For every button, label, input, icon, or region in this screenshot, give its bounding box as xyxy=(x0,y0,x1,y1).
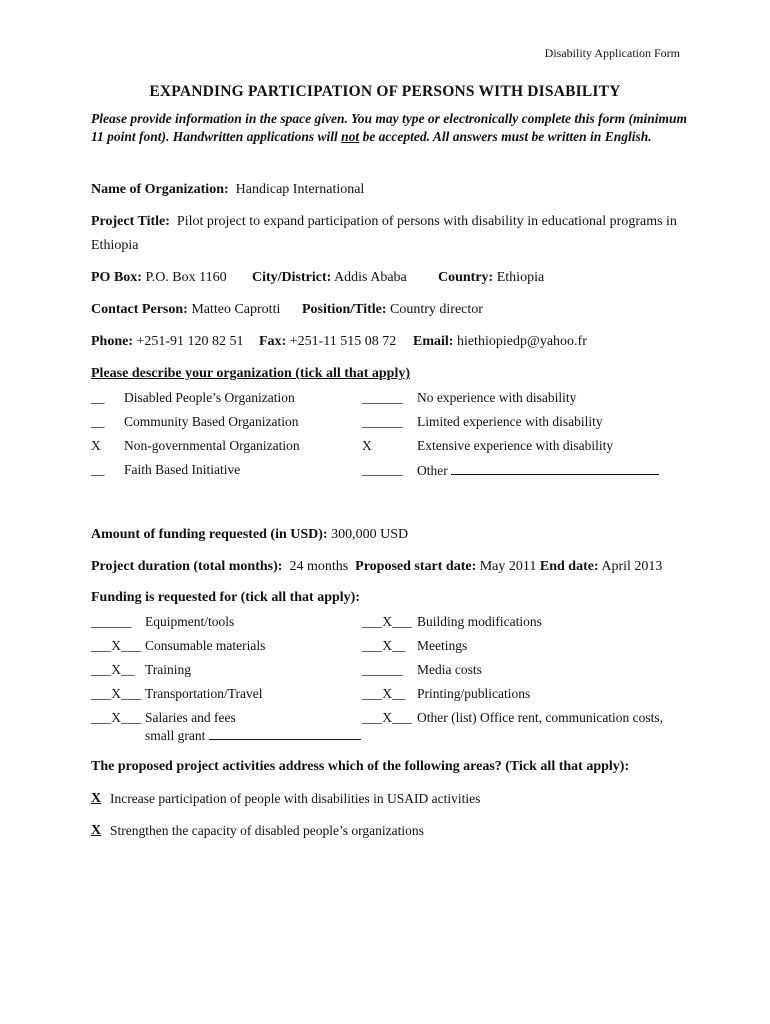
org-type-label: Non-governmental Organization xyxy=(124,438,300,453)
form-header: Disability Application Form xyxy=(544,46,680,60)
po-box-field xyxy=(91,270,227,286)
org-type-mark[interactable]: __ xyxy=(91,462,105,477)
org-type-mark[interactable]: X xyxy=(91,438,101,453)
experience-label: Extensive experience with disability xyxy=(417,438,614,453)
org-type-label: Faith Based Initiative xyxy=(124,462,241,477)
small-grant-row xyxy=(145,727,361,744)
position-value[interactable]: Country director xyxy=(390,302,483,317)
funding-item-label: Building modifications xyxy=(417,614,542,629)
experience-mark[interactable]: ______ xyxy=(362,414,403,429)
instructions-not: not xyxy=(341,129,360,144)
email-value[interactable]: hiethiopiedp@yahoo.fr xyxy=(456,334,587,349)
funding-item-label: Training xyxy=(145,662,192,677)
funding-item-mark[interactable]: ___X___ xyxy=(91,638,142,653)
funding-item-label: Salaries and fees xyxy=(145,710,236,725)
organization-value[interactable]: Handicap International xyxy=(235,182,365,197)
funding-amount-value[interactable]: 300,000 USD xyxy=(331,527,409,542)
org-type-label: Disabled People’s Organization xyxy=(124,390,295,405)
project-title-value[interactable]: Pilot project to expand participation of persons with disability in educational programs in xyxy=(176,214,677,229)
funding-item-label: Meetings xyxy=(417,638,468,653)
funding-item-label: Printing/publications xyxy=(417,686,531,701)
funding-item-mark[interactable]: ___X__ xyxy=(362,638,406,653)
city-value[interactable]: Addis Ababa xyxy=(334,270,407,285)
start-date-value[interactable]: May 2011 xyxy=(479,559,537,574)
po-box-value[interactable]: P.O. Box 1160 xyxy=(145,270,227,285)
country-field xyxy=(438,270,544,286)
experience-mark[interactable]: ______ xyxy=(362,390,403,405)
funding-item-mark[interactable]: ___X___ xyxy=(362,710,413,725)
area-mark[interactable]: X xyxy=(91,823,102,838)
experience-other-row xyxy=(417,462,659,479)
end-date-label: End date: xyxy=(539,559,599,574)
fax-field xyxy=(259,334,396,350)
funding-item-label: Media costs xyxy=(417,662,482,677)
start-date-label: Proposed start date: xyxy=(355,559,477,574)
experience-label: Other xyxy=(417,463,448,478)
contact-person-label: Contact Person: xyxy=(91,302,188,317)
project-title-label: Project Title: xyxy=(91,214,170,229)
funding-item-label: Transportation/Travel xyxy=(145,686,263,701)
po-box-label: PO Box: xyxy=(91,270,142,285)
position-field xyxy=(302,302,483,318)
city-label: City/District: xyxy=(252,270,332,285)
org-type-mark[interactable]: __ xyxy=(91,390,105,405)
describe-org-heading: Please describe your organization (tick all that apply) xyxy=(91,366,410,381)
experience-label: Limited experience with disability xyxy=(417,414,603,429)
area-label: Strengthen the capacity of disabled people’s organizations xyxy=(110,823,424,838)
phone-field xyxy=(91,334,244,350)
funding-item-mark[interactable]: ___X__ xyxy=(91,662,135,677)
org-type-label: Community Based Organization xyxy=(124,414,299,429)
funding-item-label: Consumable materials xyxy=(145,638,266,653)
org-type-mark[interactable]: __ xyxy=(91,414,105,429)
phone-value[interactable]: +251-91 120 82 51 xyxy=(136,334,244,349)
funding-item-label: Equipment/tools xyxy=(145,614,235,629)
funding-item-mark[interactable]: ___X___ xyxy=(91,686,142,701)
area-label: Increase participation of people with disabilities in USAID activities xyxy=(110,791,481,806)
organization-row xyxy=(91,182,364,198)
instructions-part2: be accepted. All answers must be written in English. xyxy=(359,129,652,144)
contact-person-field xyxy=(91,302,280,318)
funding-for-heading: Funding is requested for (tick all that apply): xyxy=(91,590,361,605)
country-value[interactable]: Ethiopia xyxy=(496,270,545,285)
area-mark[interactable]: X xyxy=(91,791,102,806)
funding-item-mark[interactable]: ___X___ xyxy=(91,710,142,725)
country-label: Country: xyxy=(438,270,494,285)
duration-label: Project duration (total months): xyxy=(91,559,283,574)
project-title-row xyxy=(91,214,677,230)
funding-item-mark[interactable]: ______ xyxy=(91,614,132,629)
experience-mark[interactable]: ______ xyxy=(362,462,403,477)
fax-label: Fax: xyxy=(259,334,287,349)
small-grant-label: small grant xyxy=(145,728,206,743)
fax-value[interactable]: +251-11 515 08 72 xyxy=(289,334,397,349)
experience-mark[interactable]: X xyxy=(362,438,372,453)
position-label: Position/Title: xyxy=(302,302,387,317)
organization-label: Name of Organization: xyxy=(91,182,229,197)
funding-amount-label: Amount of funding requested (in USD): xyxy=(91,527,328,542)
phone-label: Phone: xyxy=(91,334,133,349)
instructions xyxy=(91,110,691,146)
areas-heading: The proposed project activities address which of the following areas? (Tick all that apply): xyxy=(91,759,630,774)
funding-item-mark[interactable]: ______ xyxy=(362,662,403,677)
funding-amount-row xyxy=(91,527,408,543)
funding-item-mark[interactable]: ___X___ xyxy=(362,614,413,629)
email-label: Email: xyxy=(413,334,454,349)
contact-person-value[interactable]: Matteo Caprotti xyxy=(191,302,281,317)
page-title: EXPANDING PARTICIPATION OF PERSONS WITH DISABILITY xyxy=(149,83,621,100)
city-field xyxy=(252,270,407,286)
funding-item-label: Other (list) Office rent, communication costs, xyxy=(417,710,664,725)
project-title-continued[interactable]: Ethiopia xyxy=(91,238,139,253)
funding-item-mark[interactable]: ___X__ xyxy=(362,686,406,701)
instructions-part1: Please provide information in the space given. You may type or electronically complete this form (minimum 11 point font). Handwritten applications will xyxy=(91,111,687,144)
other-experience-input[interactable] xyxy=(451,462,659,475)
small-grant-input[interactable] xyxy=(209,727,361,740)
end-date-value[interactable]: April 2013 xyxy=(601,559,663,574)
experience-label: No experience with disability xyxy=(417,390,577,405)
duration-row xyxy=(91,559,662,575)
email-field xyxy=(413,334,587,350)
duration-value[interactable]: 24 months xyxy=(289,559,349,574)
